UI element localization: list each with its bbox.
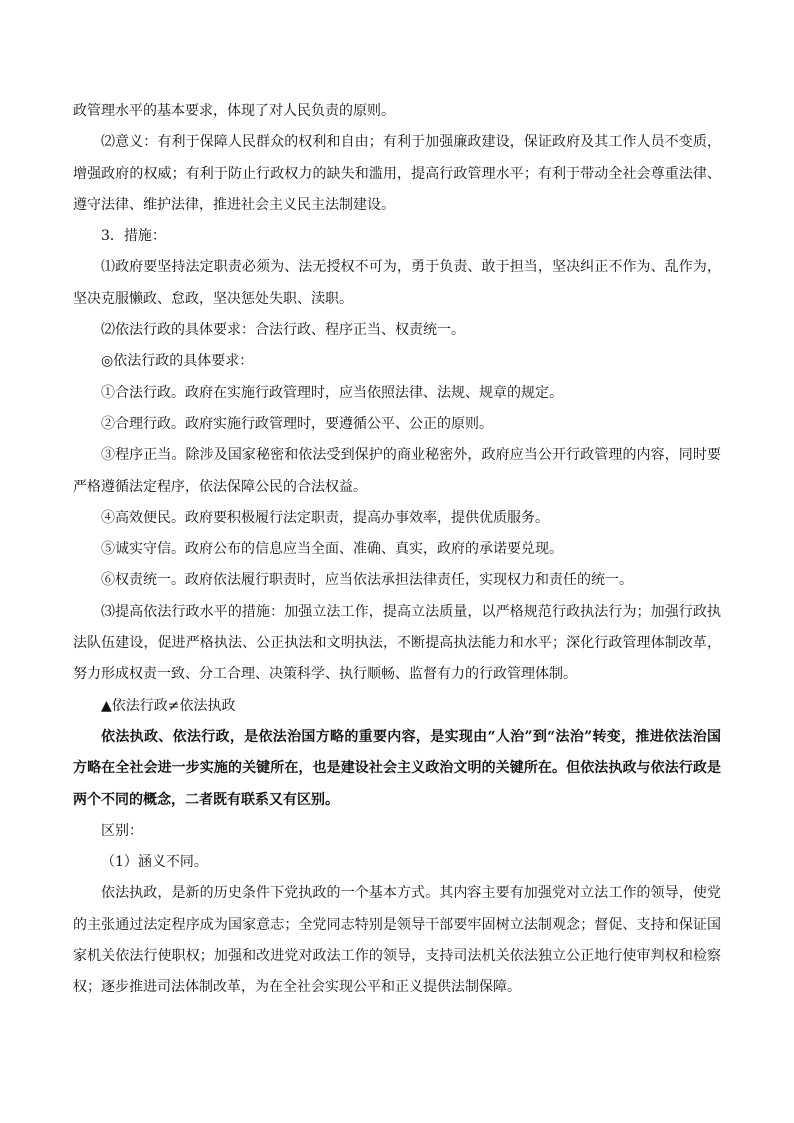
list-item-reasonable-administration: ②合理行政。政府实施行政管理时，要遵循公平、公正的原则。 [101,415,493,432]
list-item-power-responsibility: ⑥权责统一。政府依法履行职责时，应当依法承担法律责任，实现权力和责任的统一。 [101,572,633,589]
list-item-due-process: ③程序正当。除涉及国家秘密和依法受到保护的商业秘密外，政府应当公开行政管理的内容，同时要严格遵循法定程序，依法保障公民的合法权益。 [73,447,721,495]
paragraph-measure-1: ⑴政府要坚持法定职责必须为、法无授权不可为，勇于负责、敢于担当，坚决纠正不作为、乱作为，坚决克服懒政、怠政，坚决惩处失职、渎职。 [73,259,721,307]
paragraph-bold-intro: 依法执政、依法行政，是依法治国方略的重要内容，是实现由“人治”到“法治”转变，推进依法治国方略在全社会进一步实施的关键所在，也是建设社会主义政治文明的关键所在。但依法执政与依法行政是两个不同的概念，二者既有联系又有区别。 [73,728,721,808]
paragraph-requirements-heading: ◎依法行政的具体要求： [101,353,254,370]
list-item-efficiency: ④高效便民。政府要积极履行法定职责，提高办事效率，提供优质服务。 [101,509,549,526]
list-item-lawful-administration: ①合法行政。政府在实施行政管理时，应当依照法律、法规、规章的规定。 [101,384,563,401]
document-body [73,96,721,1004]
list-item-honesty: ⑤诚实守信。政府公布的信息应当全面、准确、真实，政府的承诺要兑现。 [101,541,563,558]
paragraph-measure-3: ⑶提高依法行政水平的措施：加强立法工作，提高立法质量，以严格规范行政执法行为；加强行政执法队伍建设，促进严格执法、公正执法和文明执法，不断提高执法能力和水平；深化行政管理体制改革，努力形成权责一致、分工合理、决策科学、执行顺畅、监督有力的行政管理体制。 [73,603,721,683]
section-heading-measures: 3．措施： [101,228,166,245]
paragraph-governing-by-law: 依法执政，是新的历史条件下党执政的一个基本方式。其内容主要有加强党对立法工作的领导，使党的主张通过法定程序成为国家意志；全党同志特别是领导干部要牢固树立法制观念；督促、支持和保证国家机关依法行使职权；加强和改进党对政法工作的领导，支持司法机关依法独立公正地行使审判权和检察权；逐步推进司法体制改革，为在全社会实现公平和正义提供法制保障。 [73,885,721,996]
subheading-meaning-different: （1）涵义不同。 [101,854,208,871]
paragraph-significance: ⑵意义：有利于保障人民群众的权利和自由；有利于加强廉政建设，保证政府及其工作人员不变质，增强政府的权威；有利于防止行政权力的缺失和滥用，提高行政管理水平；有利于带动全社会尊重法律、遵守法律、维护法律，推进社会主义民主法制建设。 [73,134,721,213]
paragraph-measure-2: ⑵依法行政的具体要求：合法行政、程序正当、权责统一。 [101,322,465,339]
paragraph-continuation: 政管理水平的基本要求，体现了对人民负责的原则。 [73,103,395,119]
subheading-comparison: ▲依法行政≠依法执政 [101,697,236,714]
label-differences: 区别： [101,822,143,839]
